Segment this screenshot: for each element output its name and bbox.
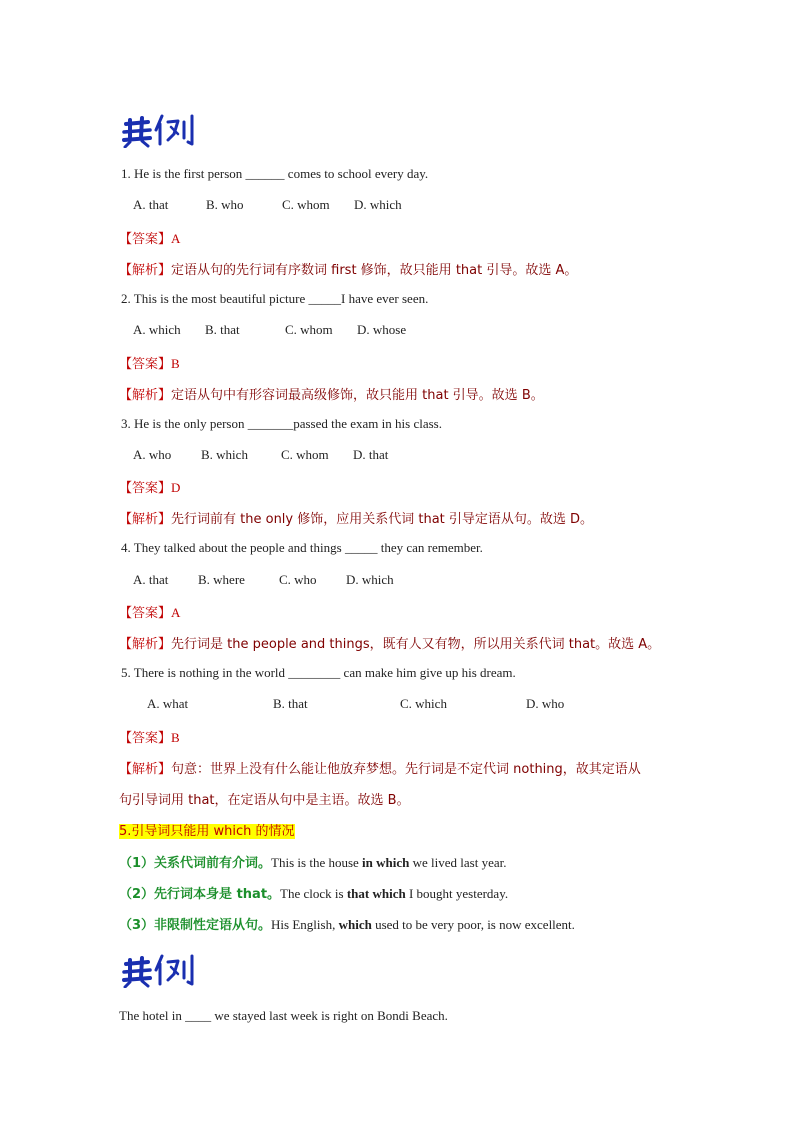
question-4-option-c: C. who bbox=[279, 572, 317, 587]
question-2-option-a: A. which bbox=[133, 322, 181, 337]
question-4-option-d: D. which bbox=[346, 572, 394, 587]
rule-example-bold: that which bbox=[346, 886, 406, 901]
question-3-option-c: C. whom bbox=[281, 447, 329, 462]
explanation-label: 【解析】 bbox=[119, 263, 172, 278]
answer-value: A bbox=[171, 231, 181, 246]
explanation-text: 先行词前有 the only 修饰，应用关系代词 that 引导定语从句。故选 D。 bbox=[171, 512, 594, 527]
question-1-answer bbox=[119, 228, 180, 247]
question-4-stem: 4. They talked about the people and things _____ they can remember. bbox=[121, 540, 483, 555]
question-2-option-c: C. whom bbox=[285, 322, 333, 337]
explanation-label: 【解析】 bbox=[119, 512, 172, 527]
explanation-label: 【解析】 bbox=[119, 388, 172, 403]
rule-example-bold: in which bbox=[362, 855, 410, 870]
section-heading bbox=[119, 820, 295, 839]
question-4-option-b: B. where bbox=[198, 572, 245, 587]
question-1-stem: 1. He is the first person ______ comes to school every day. bbox=[121, 166, 429, 181]
answer-label: 【答案】 bbox=[119, 481, 172, 496]
rule-example-pre: The clock is bbox=[280, 886, 347, 901]
answer-value: B bbox=[171, 356, 180, 371]
rule-1 bbox=[119, 852, 506, 871]
question-3-option-b: B. which bbox=[201, 447, 248, 462]
rule-label: （1）关系代词前有介词。 bbox=[119, 856, 272, 871]
final-question-stem: The hotel in ____ we stayed last week is right on Bondi Beach. bbox=[119, 1008, 448, 1023]
rule-label: （2）先行词本身是 that。 bbox=[119, 887, 281, 902]
explanation-text-line-1: 句意：世界上没有什么能让他放弃梦想。先行词是不定代词 nothing，故其定语从 bbox=[171, 762, 641, 777]
example-logo bbox=[118, 952, 198, 988]
rule-2 bbox=[119, 883, 508, 902]
section-heading-text: 5.引导词只能用 which 的情况 bbox=[119, 824, 295, 839]
answer-label: 【答案】 bbox=[119, 731, 172, 746]
question-3-answer bbox=[119, 477, 180, 496]
question-4-answer bbox=[119, 602, 180, 621]
answer-label: 【答案】 bbox=[119, 357, 172, 372]
answer-value: B bbox=[171, 730, 180, 745]
example-logo bbox=[118, 112, 198, 148]
question-2-option-b: B. that bbox=[205, 322, 240, 337]
question-3-stem: 3. He is the only person _______passed the exam in his class. bbox=[121, 416, 442, 431]
question-3-option-d: D. that bbox=[353, 447, 389, 462]
question-1-option-a: A. that bbox=[133, 197, 169, 212]
question-2-explanation bbox=[119, 384, 544, 403]
rule-label: （3）非限制性定语从句。 bbox=[119, 918, 272, 933]
question-3-option-a: A. who bbox=[133, 447, 172, 462]
rule-example-post: used to be very poor, is now excellent. bbox=[371, 917, 575, 932]
question-1-option-c: C. whom bbox=[282, 197, 330, 212]
question-1-option-b: B. who bbox=[206, 197, 244, 212]
explanation-text: 定语从句中有形容词最高级修饰，故只能用 that 引导。故选 B。 bbox=[171, 388, 544, 403]
rule-example-pre: This is the house bbox=[271, 855, 363, 870]
rule-example-post: we lived last year. bbox=[409, 855, 507, 870]
question-5-stem: 5. There is nothing in the world ________ can make him give up his dream. bbox=[121, 665, 516, 680]
question-5-explanation-cont bbox=[119, 789, 410, 808]
question-5-explanation bbox=[119, 758, 641, 777]
rule-3 bbox=[119, 914, 575, 933]
question-5-answer bbox=[119, 727, 180, 746]
rule-example-post: I bought yesterday. bbox=[405, 886, 509, 901]
explanation-text: 先行词是 the people and things，既有人又有物，所以用关系代词 that。故选 A。 bbox=[171, 637, 661, 652]
question-5-option-b: B. that bbox=[273, 696, 308, 711]
rule-example-bold: which bbox=[338, 917, 372, 932]
explanation-label: 【解析】 bbox=[119, 637, 172, 652]
answer-value: D bbox=[171, 480, 181, 495]
example-logo-glyph bbox=[118, 112, 198, 148]
question-4-option-a: A. that bbox=[133, 572, 169, 587]
explanation-label: 【解析】 bbox=[119, 762, 172, 777]
question-5-option-d: D. who bbox=[526, 696, 565, 711]
rule-example-pre: His English, bbox=[271, 917, 339, 932]
question-2-answer bbox=[119, 353, 180, 372]
answer-label: 【答案】 bbox=[119, 232, 172, 247]
question-3-explanation bbox=[119, 508, 593, 527]
question-1-explanation bbox=[119, 259, 577, 278]
explanation-text-line-2: 句引导词用 that，在定语从句中是主语。故选 B。 bbox=[119, 793, 410, 808]
explanation-text: 定语从句的先行词有序数词 first 修饰，故只能用 that 引导。故选 A。 bbox=[171, 263, 578, 278]
question-4-explanation bbox=[119, 633, 660, 652]
question-1-option-d: D. which bbox=[354, 197, 402, 212]
example-logo-glyph bbox=[118, 952, 198, 988]
answer-value: A bbox=[171, 605, 181, 620]
answer-label: 【答案】 bbox=[119, 606, 172, 621]
question-2-option-d: D. whose bbox=[357, 322, 407, 337]
question-2-stem: 2. This is the most beautiful picture _____I have ever seen. bbox=[121, 291, 429, 306]
question-5-option-c: C. which bbox=[400, 696, 447, 711]
question-5-option-a: A. what bbox=[147, 696, 189, 711]
